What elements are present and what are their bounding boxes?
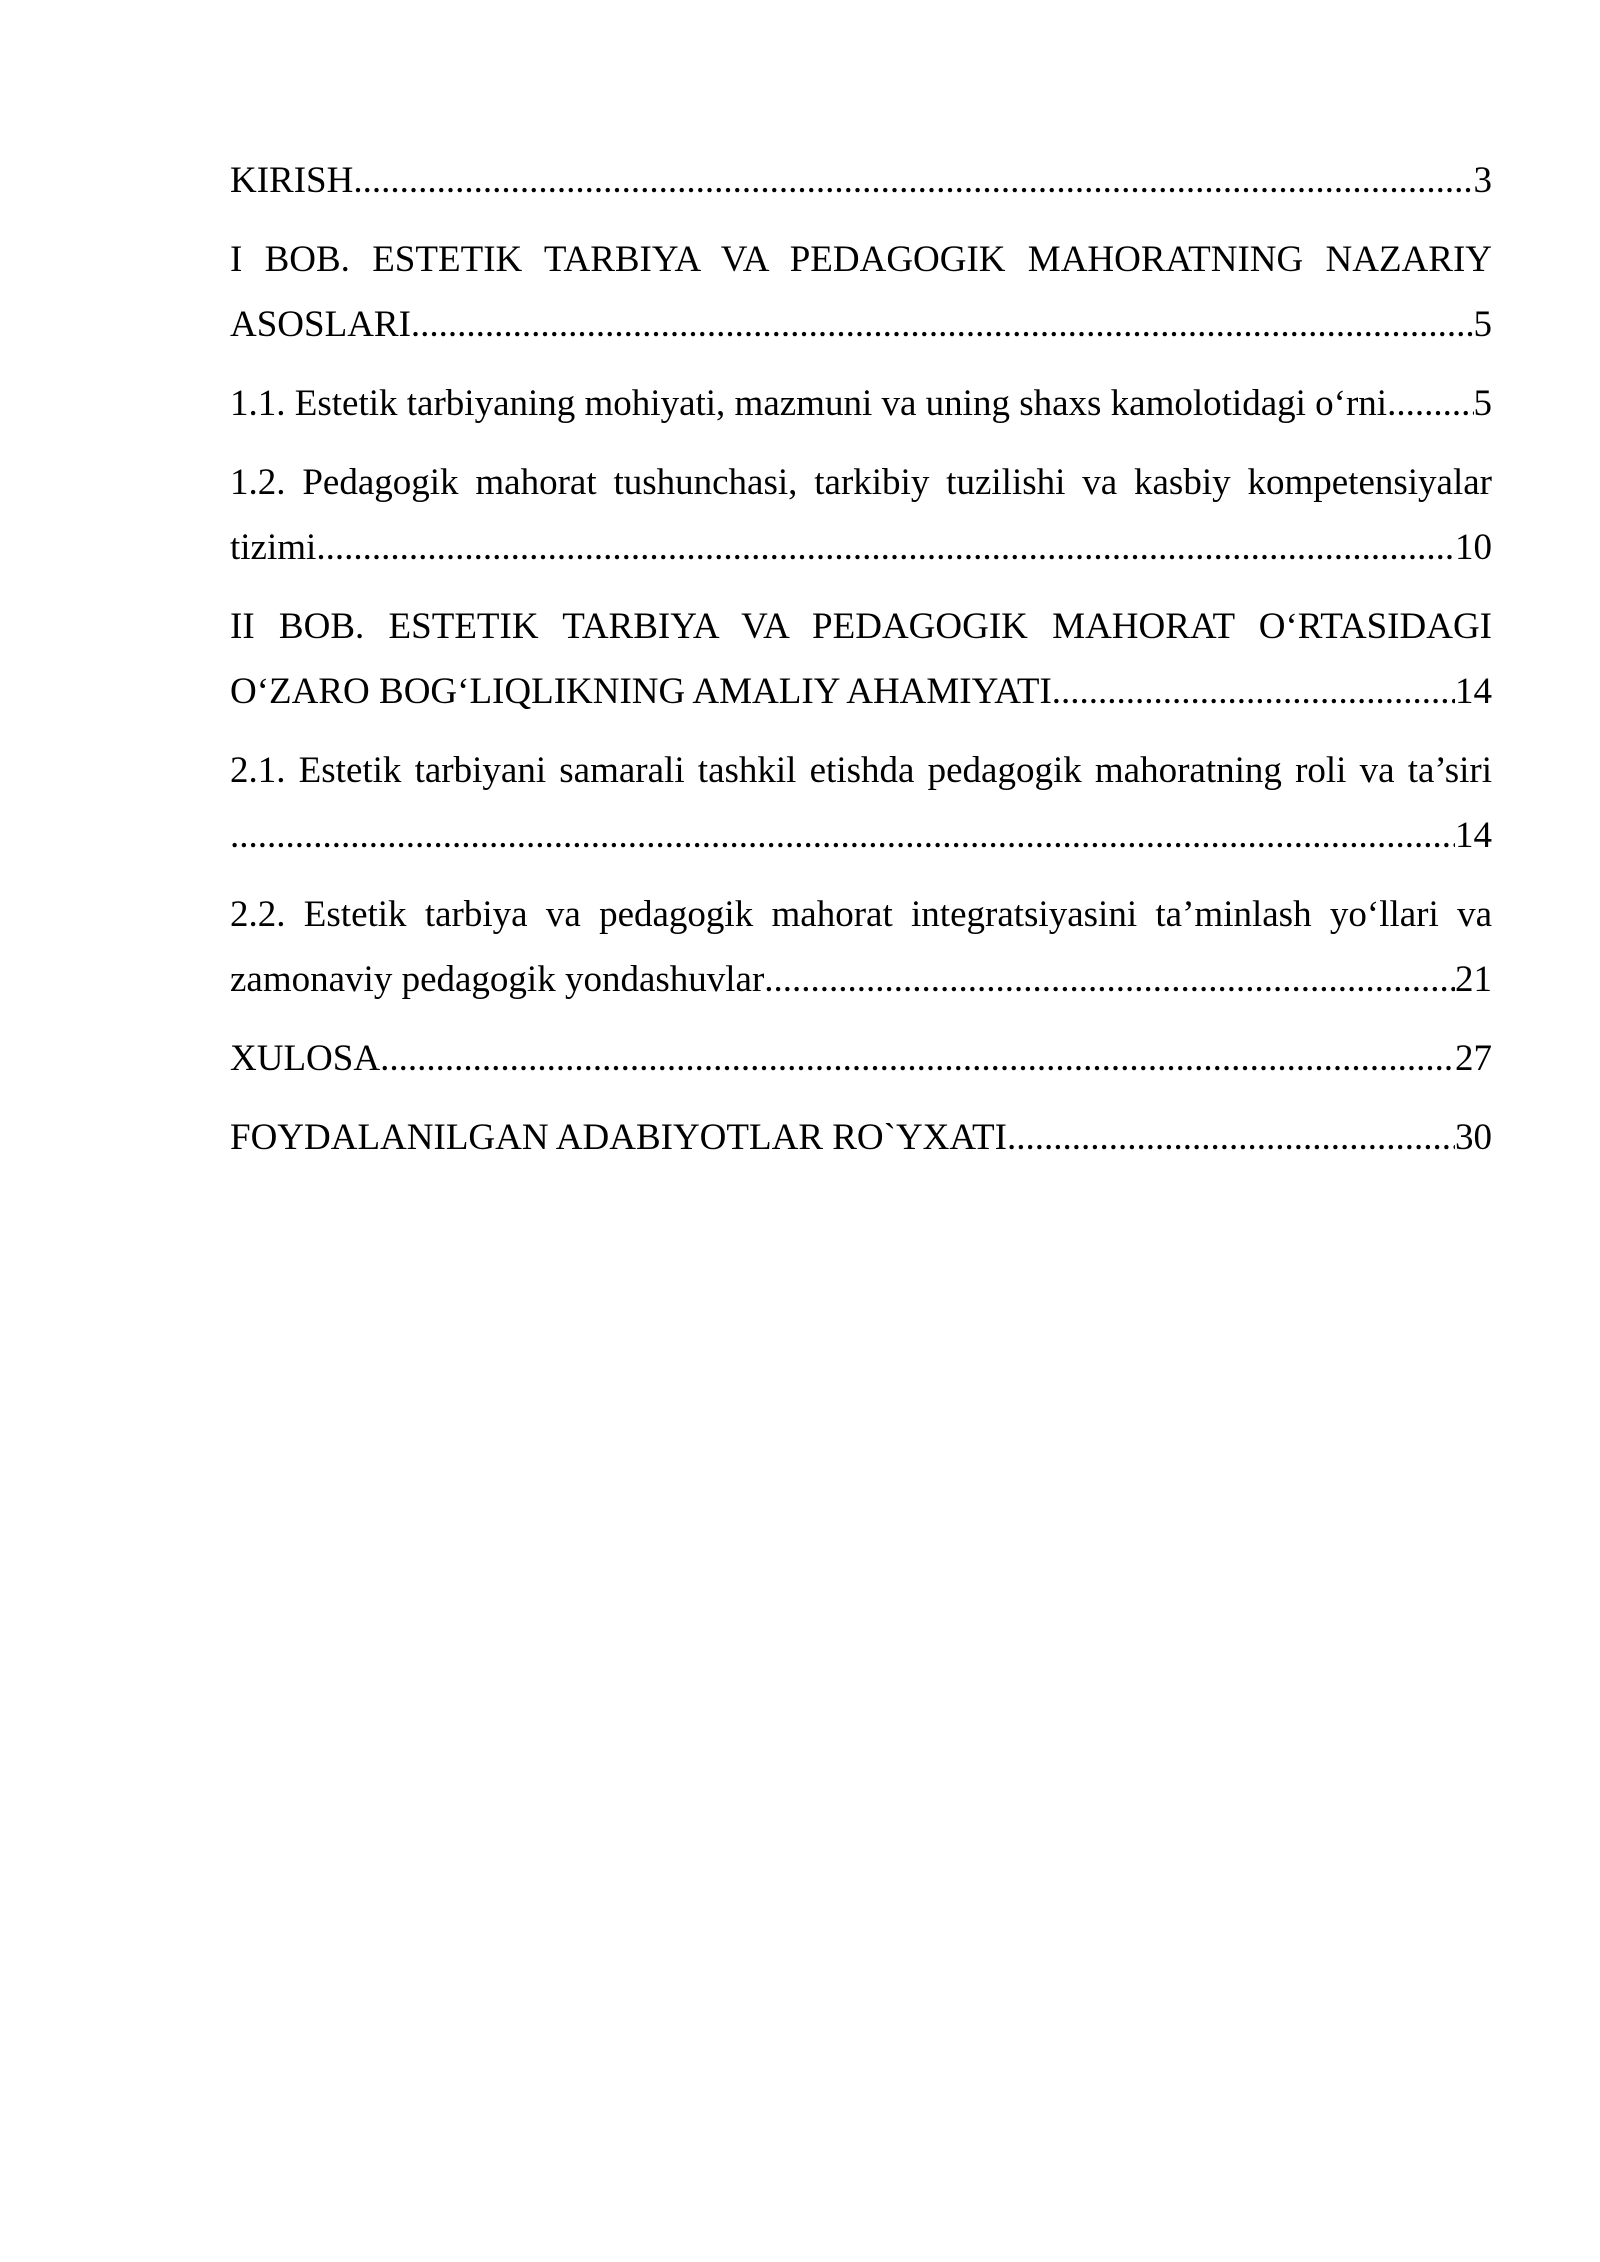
dot-leader xyxy=(353,148,1473,213)
toc-page-number: 21 xyxy=(1455,959,1492,1000)
toc-entry-kirish[interactable] xyxy=(230,148,1492,213)
dot-leader xyxy=(411,292,1474,357)
toc-entry-line xyxy=(230,1026,1492,1091)
toc-entry-line xyxy=(230,292,1492,357)
toc-entry-references[interactable] xyxy=(230,1105,1492,1170)
toc-entry-title-first-line: 1.2. Pedagogik mahorat tushunchasi, tarkibiy tuzilishi va kasbiy kompetensiyalar xyxy=(230,462,1492,503)
toc-page-number: 27 xyxy=(1455,1038,1492,1079)
toc-entry-title-first-line: 2.1. Estetik tarbiyani samarali tashkil etishda pedagogik mahoratning roli va ta’siri xyxy=(230,750,1492,791)
toc-entry-title: tizimi xyxy=(230,527,317,568)
toc-entry-chapter-1[interactable] xyxy=(230,227,1492,357)
toc-entry-section-2-1[interactable] xyxy=(230,738,1492,868)
toc-page-number: 5 xyxy=(1473,383,1492,424)
toc-entry-title: zamonaviy pedagogik yondashuvlar xyxy=(230,959,765,1000)
toc-entry-xulosa[interactable] xyxy=(230,1026,1492,1091)
toc-page-number: 10 xyxy=(1455,527,1492,568)
toc-page-number: 5 xyxy=(1473,304,1492,345)
toc-entry-line xyxy=(230,659,1492,724)
dot-leader xyxy=(1007,1105,1455,1170)
toc-page-number: 14 xyxy=(1455,671,1492,712)
toc-entry-title: ASOSLARI xyxy=(230,304,411,345)
toc-entry-chapter-2[interactable] xyxy=(230,594,1492,724)
dot-leader xyxy=(316,515,1455,580)
dot-leader xyxy=(380,1026,1455,1091)
dot-leader xyxy=(230,803,1455,868)
table-of-contents xyxy=(230,148,1492,1184)
toc-entry-title-first-line: I BOB. ESTETIK TARBIYA VA PEDAGOGIK MAHORATNING NAZARIY xyxy=(230,239,1492,280)
toc-entry-title: FOYDALANILGAN ADABIYOTLAR RO`YXATI xyxy=(230,1117,1007,1158)
toc-entry-title: XULOSA xyxy=(230,1038,381,1079)
toc-entry-title-first-line: II BOB. ESTETIK TARBIYA VA PEDAGOGIK MAHORAT O‘RTASIDAGI xyxy=(230,606,1492,647)
toc-page-number: 14 xyxy=(1455,815,1492,856)
dot-leader xyxy=(1052,659,1455,724)
toc-entry-line xyxy=(230,1105,1492,1170)
toc-entry-section-2-2[interactable] xyxy=(230,882,1492,1012)
toc-entry-line xyxy=(230,947,1492,1012)
toc-entry-line xyxy=(230,148,1492,213)
toc-entry-line xyxy=(230,515,1492,580)
dot-leader xyxy=(1387,371,1473,436)
toc-entry-title: KIRISH xyxy=(230,160,354,201)
toc-entry-title: 1.1. Estetik tarbiyaning mohiyati, mazmuni va uning shaxs kamolotidagi o‘rni xyxy=(230,383,1388,424)
toc-entry-section-1-2[interactable] xyxy=(230,450,1492,580)
toc-page-number: 30 xyxy=(1455,1117,1492,1158)
dot-leader xyxy=(764,947,1455,1012)
toc-entry-line xyxy=(230,371,1492,436)
toc-entry-line xyxy=(230,803,1492,868)
toc-entry-title: O‘ZARO BOG‘LIQLIKNING AMALIY AHAMIYATI xyxy=(230,671,1052,712)
toc-page-number: 3 xyxy=(1473,160,1492,201)
toc-entry-section-1-1[interactable] xyxy=(230,371,1492,436)
toc-entry-title-first-line: 2.2. Estetik tarbiya va pedagogik mahorat integratsiyasini ta’minlash yo‘llari va xyxy=(230,894,1492,935)
